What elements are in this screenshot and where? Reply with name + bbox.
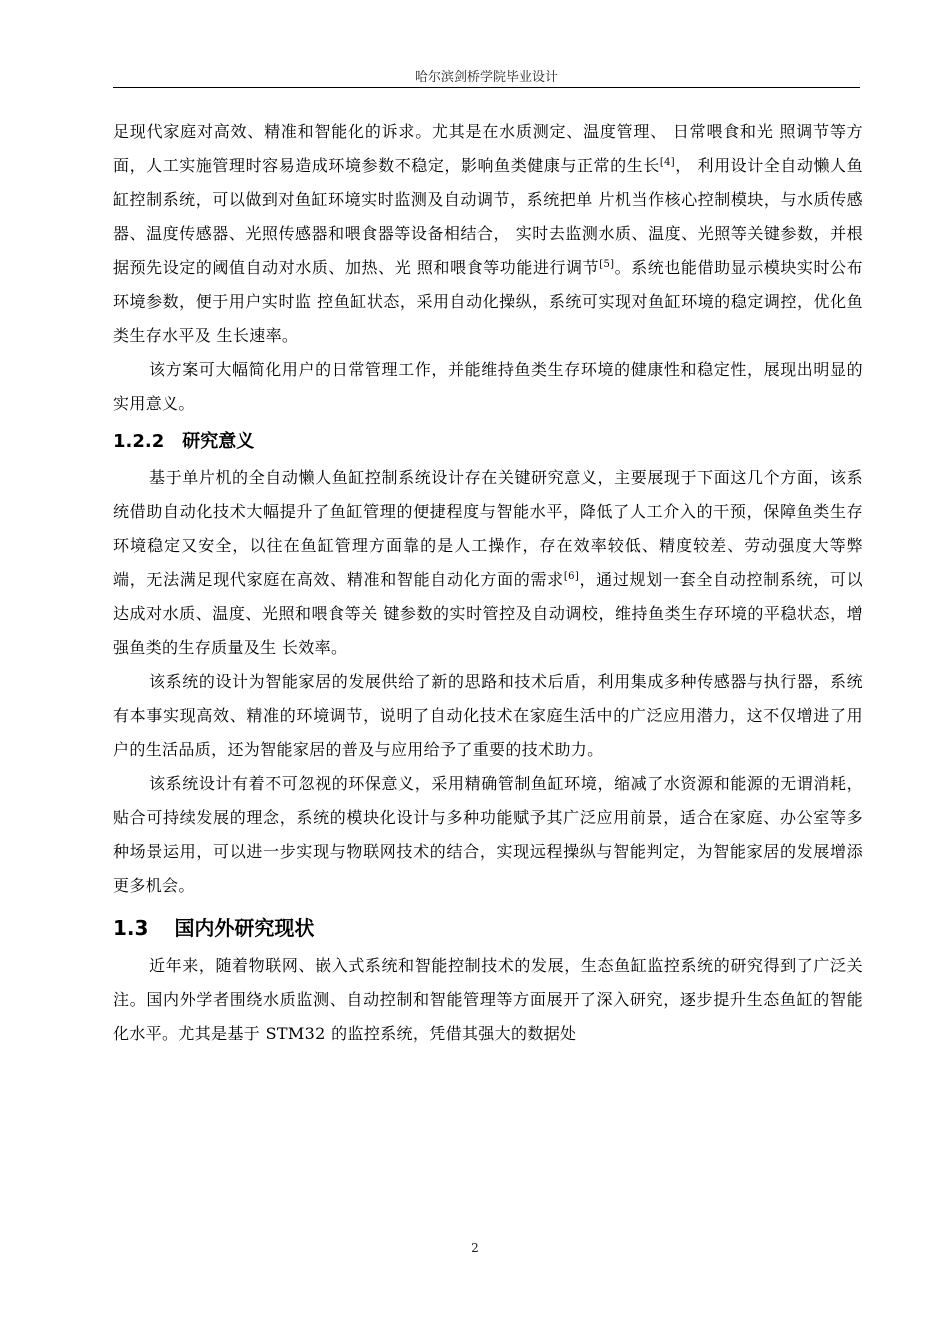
section-number: 1.2.2 [113,431,165,452]
citation-ref: [6] [563,571,580,582]
section-title: 研究意义 [182,431,255,452]
paragraph: 该方案可大幅简化用户的日常管理工作，并能维持鱼类生存环境的健康性和稳定性，展现出明显的实用意义。 [113,360,863,413]
header-divider [113,87,860,88]
paragraph-text: 足现代家庭对高效、精准和智能化的诉求。尤其是在水质测定、温度管理、 日常喂食和光 照调节等方面，人工实施管理时容易造成环境参数不稳定，影响鱼类健康与正常的生长 [113,122,863,175]
section-heading-1-3 [113,903,863,949]
paragraph: 该系统设计有着不可忽视的环保意义，采用精确管制鱼缸环境，缩减了水资源和能源的无谓消耗，贴合可持续发展的理念，系统的模块化设计与多种功能赋予其广泛应用前景，适合在家庭、办公室等多种场景运用，可以进一步实现与物联网技术的结合，实现远程操纵与智能判定，为智能家居的发展增添更多机会。 [113,774,863,895]
section-number: 1.3 [113,916,149,940]
paragraph: 该系统的设计为智能家居的发展供给了新的思路和技术后盾，利用集成多种传感器与执行器，系统有本事实现高效、精准的环境调节，说明了自动化技术在家庭生活中的广泛应用潜力，这不仅增进了用户的生活品质，还为智能家居的普及与应用给予了重要的技术助力。 [113,672,863,759]
paragraph-text: 基于单片机的全自动懒人鱼缸控制系统设计存在关键研究意义，主要展现于下面这几个方面，该系统借助自动化技术大幅提升了鱼缸管理的便捷程度与智能水平，降低了人工介入的干预，保障鱼类生存环境稳定又安全，以往在鱼缸管理方面靠的是人工操作，存在效率较低、精度较差、劳动强度大等弊端，无法满足现代家庭在高效、精准和智能自动化方面的需求 [113,468,863,589]
paragraph-text: ，通过规划一套全自动控制系统，可以达成对水质、温度、光照和喂食等关 键参数的实时管控及自动调校，维持鱼类生存环境的平稳状态，增强鱼类的生存质量及生 长效率。 [113,570,864,657]
citation-ref: [4] [659,157,676,168]
section-heading-1-2-2 [113,421,863,461]
citation-ref: [5] [599,259,615,270]
paragraph [113,461,863,665]
page-header: 哈尔滨剑桥学院毕业设计 [414,70,558,85]
paragraph-continuation [113,115,863,353]
paragraph-text: ， 利用设计全自动懒人鱼缸控制系统，可以做到对鱼缸环境实时监测及自动调节，系统把单 片机当作核心控制模块，与水质传感器、温度传感器、光照传感器和喂食器等设备相结合， 实时去监测水质、温度、光照等关键参数，并根据预先设定的阈值自动对水质、加热、光 照和喂食等功能进行调节 [113,156,863,277]
paragraph: 近年来，随着物联网、嵌入式系统和智能控制技术的发展，生态鱼缸监控系统的研究得到了广泛关注。国内外学者围绕水质监测、自动控制和智能管理等方面展开了深入研究，逐步提升生态鱼缸的智能化水平。尤其是基于 STM32 的监控系统，凭借其强大的数据处 [113,956,863,1043]
paragraph-text: 。系统也能借助显示模块实时公布环境参数，便于用户实时监 控鱼缸状态，采用自动化操纵，系统可实现对鱼缸环境的稳定调控，优化鱼类生存水平及 生长速率。 [113,258,863,345]
section-title: 国内外研究现状 [174,916,315,940]
page-number: 2 [471,1241,479,1255]
page-body [113,115,863,1051]
